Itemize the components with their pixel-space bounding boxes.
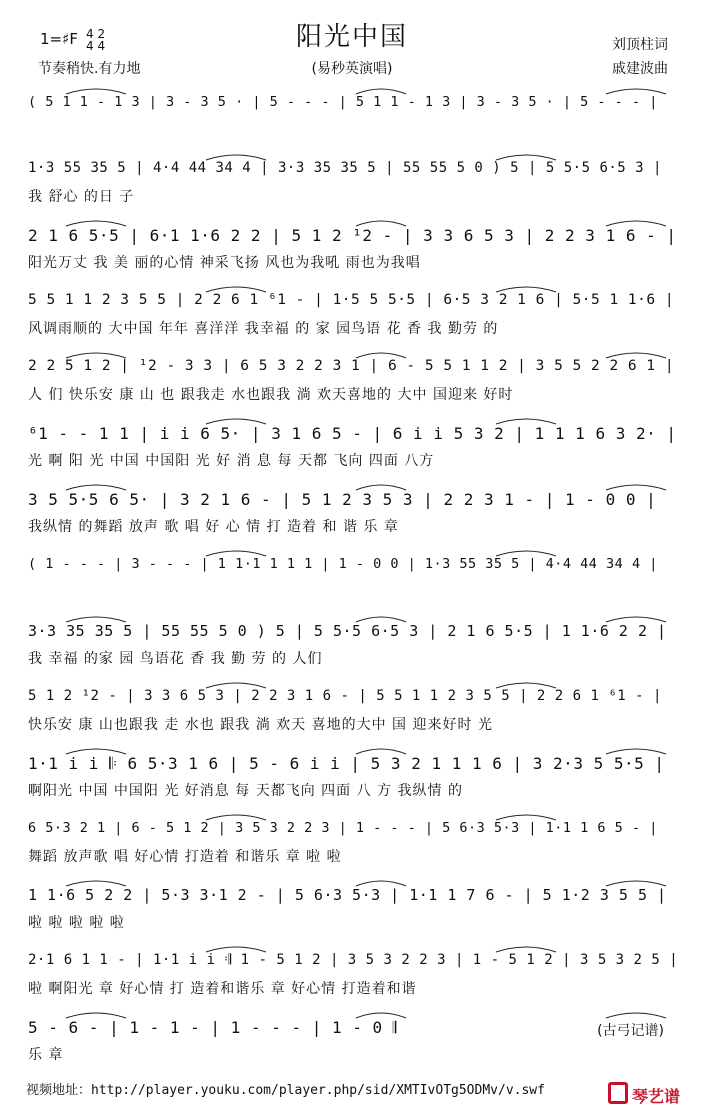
lyric-line: 舞蹈 放声歌 唱 好心情 打造着 和谐乐 章 啦 啦	[28, 849, 342, 865]
slur-marks	[26, 84, 682, 96]
slur-arc	[356, 485, 406, 490]
slur-arc	[206, 551, 266, 556]
lyric-line: 乐 章	[28, 1047, 64, 1063]
slur-arc	[206, 287, 266, 292]
slur-arc	[356, 749, 406, 754]
slur-arc	[606, 749, 666, 754]
slur-marks	[26, 216, 682, 228]
notation-line: 5 - 6 - | 1 - 1 - | 1 - - - | 1 - 0 𝄂	[28, 1018, 397, 1037]
slur-arc	[496, 683, 556, 688]
slur-arc	[356, 353, 406, 358]
notation-line: 2 2 5 1 2 | ¹2 - 3 3 | 6 5 3 2 2 3 1 | 6 - 5 5 1 1 2 | 3 5 5 2 2 6 1 |	[28, 358, 675, 374]
notation-line: 1·3 55 35 5 | 4·4 44 34 4 | 3·3 35 35 5 | 55 55 5 0 ) 5 | 5 5·5 6·5 3 |	[28, 160, 662, 176]
notation-line: ( 5 1 1 - 1 3 | 3 - 3 5 · | 5 - - - | 5 1 1 - 1 3 | 3 - 3 5 · | 5 - - - |	[28, 94, 658, 110]
lyric-line: 啦 啊阳光 章 好心情 打 造着和谐乐 章 好心情 打造着和谐	[28, 981, 417, 997]
notation-line: 2 1 6 5·5 | 6·1 1·6 2 2 | 5 1 2 ¹2 - | 3 3 6 5 3 | 2 2 3 1 6 - |	[28, 226, 677, 245]
notation-line: 5 1 2 ¹2 - | 3 3 6 5 3 | 2 2 3 1 6 - | 5 5 1 1 2 3 5 5 | 2 2 6 1 ⁶1 - |	[28, 688, 662, 704]
site-logo	[606, 1080, 696, 1108]
slur-arc	[356, 221, 406, 226]
slur-marks	[26, 1008, 682, 1020]
slur-arc	[606, 221, 666, 226]
slur-arc	[496, 815, 556, 820]
slur-arc	[606, 485, 666, 490]
slur-marks	[26, 348, 682, 360]
slur-marks	[26, 150, 682, 162]
slur-arc	[356, 89, 406, 94]
slur-arc	[206, 155, 266, 160]
slur-arc	[356, 1013, 406, 1018]
key-signature: 1=♯F	[40, 30, 78, 48]
time-signature-top: 4 2	[86, 27, 106, 41]
slur-marks	[26, 612, 682, 624]
composer-credit: 戚建波曲	[612, 61, 668, 77]
slur-marks	[26, 678, 682, 690]
slur-arc	[66, 1013, 126, 1018]
score-body	[0, 88, 704, 1078]
slur-arc	[606, 1013, 666, 1018]
lyric-line: 快乐安 康 山也跟我 走 水也 跟我 淌 欢天 喜地的大中 国 迎来好时 光	[28, 717, 493, 733]
slur-arc	[66, 485, 126, 490]
slur-marks	[26, 876, 682, 888]
notation-line: ( 1 - - - | 3 - - - | 1 1·1 1 1 1 | 1 - 0 0 | 1·3 55 35 5 | 4·4 44 34 4 |	[28, 556, 658, 572]
slur-arc	[496, 155, 556, 160]
slur-arc	[606, 353, 666, 358]
singer-credit: (易秒英演唱)	[311, 61, 393, 77]
slur-arc	[356, 617, 406, 622]
slur-arc	[66, 89, 126, 94]
video-link[interactable]: 视频地址：http://player.youku.com/player.php/sid/XMTIvOTg5ODMv/v.swf	[26, 1083, 545, 1098]
lyric-line: 啦 啦 啦 啦 啦	[28, 915, 125, 931]
lyric-line: 我 幸福 的家 园 鸟语花 香 我 勤 劳 的 人们	[28, 651, 323, 667]
slur-arc	[606, 881, 666, 886]
lyric-line: 阳光万丈 我 美 丽的心情 神采飞扬 风也为我吼 雨也为我唱	[28, 255, 421, 271]
slur-arc	[606, 617, 666, 622]
slur-arc	[66, 749, 126, 754]
notation-line: 1 1·6 5 2 2 | 5·3 3·1 2 - | 5 6·3 5·3 | 1·1 1 7 6 - | 5 1·2 3 5 5 |	[28, 886, 667, 904]
slur-arc	[356, 881, 406, 886]
notation-line: 3·3 35 35 5 | 55 55 5 0 ) 5 | 5 5·5 6·5 3 | 2 1 6 5·5 | 1 1·6 2 2 |	[28, 622, 667, 640]
lyric-line: 人 们 快乐安 康 山 也 跟我走 水也跟我 淌 欢天喜地的 大中 国迎来 好时	[28, 387, 514, 403]
slur-arc	[206, 683, 266, 688]
notation-source: (古弓记谱)	[597, 1023, 664, 1039]
slur-arc	[606, 89, 666, 94]
slur-arc	[66, 881, 126, 886]
logo-icon	[608, 1082, 628, 1104]
slur-marks	[26, 546, 682, 558]
slur-arc	[496, 419, 556, 424]
slur-marks	[26, 414, 682, 426]
slur-marks	[26, 480, 682, 492]
lyricist-credit: 刘顶柱词	[612, 37, 668, 53]
slur-arc	[496, 287, 556, 292]
notation-line: 2·1 6 1 1 - | 1·1 i i 𝄇 1 - 5 1 2 | 3 5 3 2 2 3 | 1 - 5 1 2 | 3 5 3 2 5 |	[28, 952, 679, 968]
slur-marks	[26, 282, 682, 294]
logo-text: 琴艺谱	[632, 1087, 681, 1106]
slur-arc	[66, 617, 126, 622]
slur-marks	[26, 810, 682, 822]
slur-marks	[26, 744, 682, 756]
notation-line: 3 5 5·5 6 5· | 3 2 1 6 - | 5 1 2 3 5 3 | 2 2 3 1 - | 1 - 0 0 |	[28, 490, 657, 509]
slur-arc	[206, 419, 266, 424]
notation-line: 1·1 i i 𝄆 6 5·3 1 6 | 5 - 6 i i | 5 3 2 1 1 1 6 | 3 2·3 5 5·5 |	[28, 754, 665, 773]
notation-line: 6 5·3 2 1 | 6 - 5 1 2 | 3 5 3 2 2 3 | 1 - - - | 5 6·3 5·3 | 1·1 1 6 5 - |	[28, 820, 658, 836]
lyric-line: 我纵情 的舞蹈 放声 歌 唱 好 心 情 打 造着 和 谐 乐 章	[28, 519, 399, 535]
tempo-marking: 节奏稍快.有力地	[38, 61, 141, 77]
lyric-line: 光 啊 阳 光 中国 中国阳 光 好 消 息 每 天都 飞向 四面 八方	[28, 453, 435, 469]
slur-marks	[26, 942, 682, 954]
slur-arc	[206, 815, 266, 820]
notation-line: 5 5 1 1 2 3 5 5 | 2 2 6 1 ⁶1 - | 1·5 5 5·5 | 6·5 3 2 1 6 | 5·5 1 1·6 |	[28, 292, 675, 308]
slur-arc	[66, 221, 126, 226]
lyric-line: 风调雨顺的 大中国 年年 喜洋洋 我幸福 的 家 园鸟语 花 香 我 勤劳 的	[28, 321, 499, 337]
lyric-line: 我 舒心 的日 子	[28, 189, 135, 205]
slur-arc	[496, 551, 556, 556]
song-title: 阳光中国	[295, 22, 408, 52]
slur-arc	[496, 947, 556, 952]
lyric-line: 啊阳光 中国 中国阳 光 好消息 每 天都飞向 四面 八 方 我纵情 的	[28, 783, 463, 799]
notation-line: ⁶1 - - 1 1 | i i 6 5· | 3 1 6 5 - | 6 i i 5 3 2 | 1 1 1 6 3 2· |	[28, 424, 677, 443]
slur-arc	[206, 947, 266, 952]
slur-arc	[66, 353, 126, 358]
time-signature-bottom: 4 4	[86, 39, 106, 53]
